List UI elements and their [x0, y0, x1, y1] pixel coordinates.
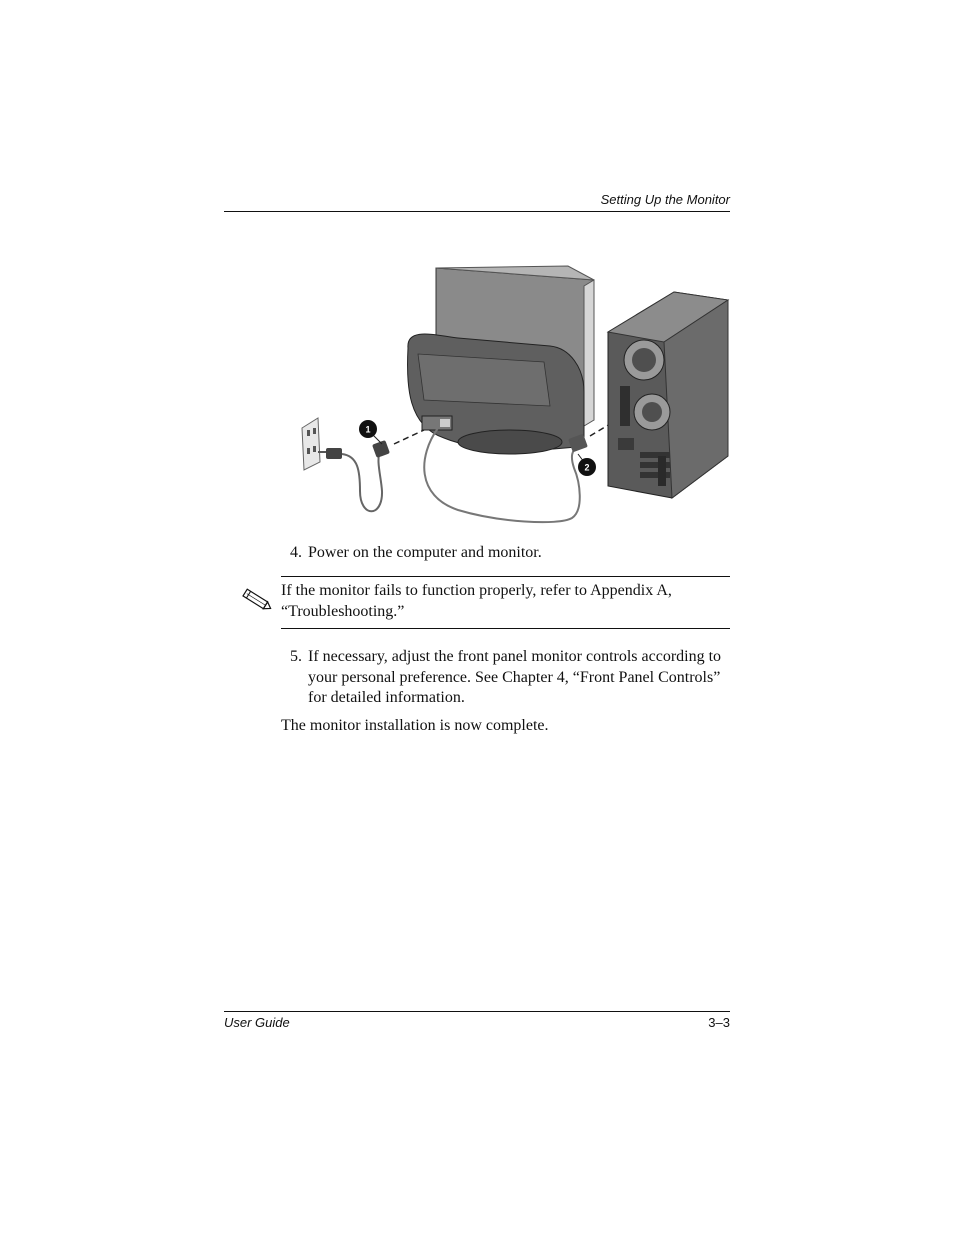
step-5-text: If necessary, adjust the front panel monitor controls according to your personal preference. See Chapter 4, “Front Panel Controls” for detailed information. [308, 648, 722, 706]
page-number: 3–3 [708, 1015, 730, 1030]
step-5-number: 5. [290, 648, 302, 665]
step-4-text: Power on the computer and monitor. [308, 544, 542, 561]
running-header: Setting Up the Monitor [600, 192, 730, 207]
note-text: If the monitor fails to function properly, refer to Appendix A, “Troubleshooting.” [281, 582, 672, 620]
computer-tower-icon [608, 292, 728, 498]
callout-2-label: 2 [584, 462, 590, 473]
header-rule [224, 211, 730, 212]
callout-1-label: 1 [365, 424, 371, 435]
wall-outlet-icon [302, 418, 320, 470]
callout-2 [578, 454, 596, 476]
note-bottom-rule [281, 628, 730, 629]
closing-paragraph: The monitor installation is now complete. [281, 717, 549, 734]
footer-title: User Guide [224, 1015, 290, 1030]
step-4-number: 4. [290, 544, 302, 561]
footer-rule [224, 1011, 730, 1012]
setup-illustration [288, 256, 730, 536]
pencil-icon [240, 587, 274, 613]
note-top-rule [281, 576, 730, 577]
crt-monitor-icon [407, 266, 594, 454]
note-icon [240, 587, 274, 613]
callout-1 [359, 420, 382, 444]
